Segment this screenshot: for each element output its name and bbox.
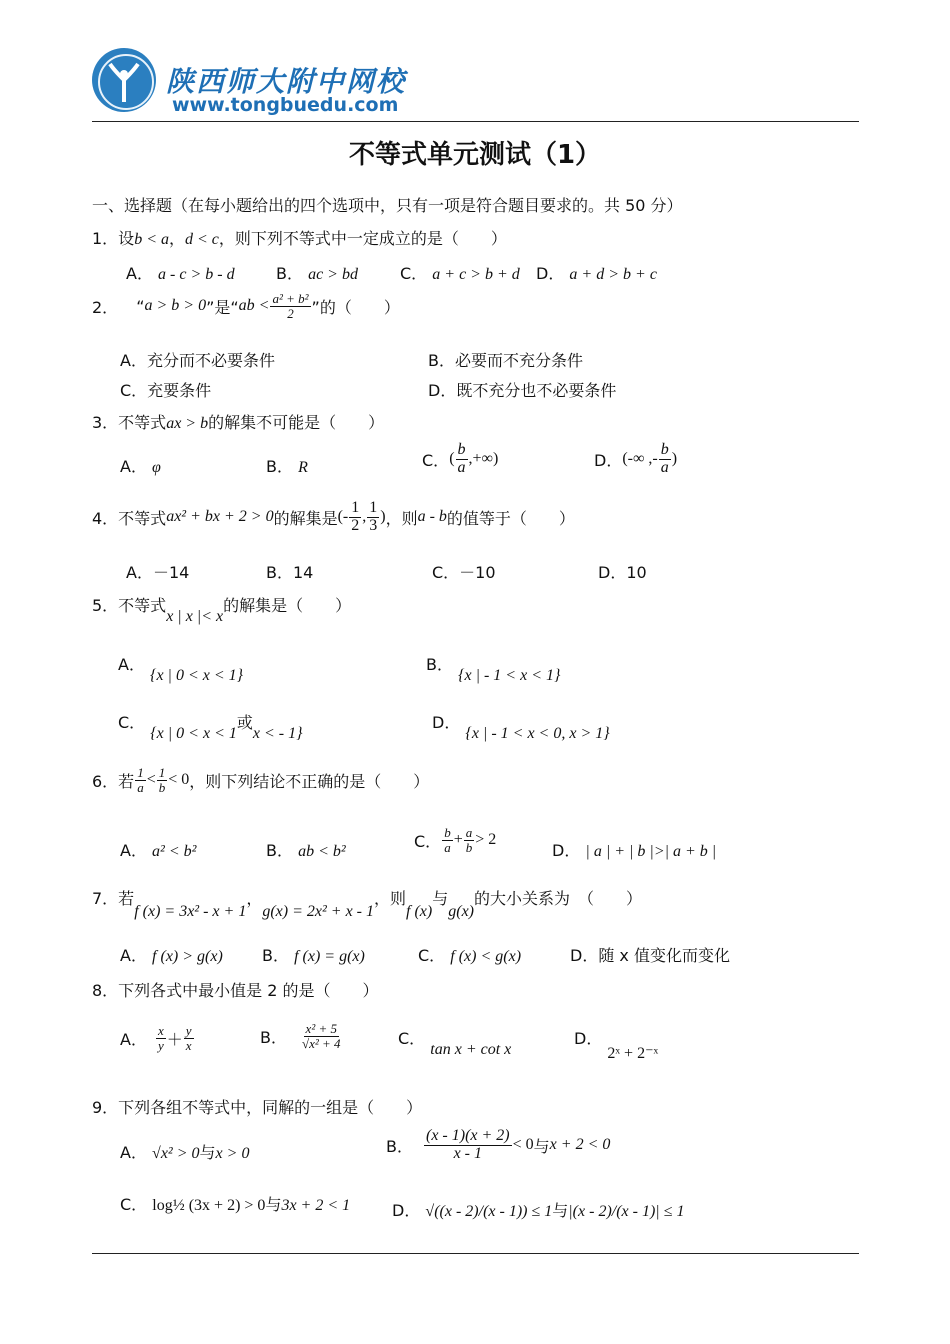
question-8-option-d[interactable]: D． 2ˣ + 2⁻ˣ (574, 1029, 659, 1062)
question-5-stem: 5．不等式x | x |< x的解集是（ ） (92, 596, 352, 625)
fraction: $\frac{x}{y}$ (157, 1023, 164, 1053)
fraction: $\frac{b}{a}$ (457, 441, 466, 476)
fraction: $\frac{1}{3}$ (369, 499, 378, 534)
question-6-option-c[interactable]: C． $\frac{b}{a}$ + $\frac{a}{b}$ > 2 (414, 825, 497, 855)
question-5-option-c[interactable]: C． {x | 0 < x < 1或x < - 1} (118, 713, 303, 742)
header-divider (92, 121, 859, 122)
question-7-option-d[interactable]: D．随 x 值变化而变化 (570, 946, 730, 965)
question-2-option-d[interactable]: D．既不充分也不必要条件 (428, 381, 617, 400)
question-3-option-a[interactable]: A． φ (120, 457, 161, 476)
question-5-option-a[interactable]: A． {x | 0 < x < 1} (118, 655, 244, 684)
fraction: $\frac{a}{b}$ (465, 825, 473, 855)
question-2-stem: 2． “ a > b > 0 ”是“ ab < $\frac{\text{a² + b²}}{2}$ ”的（ ） (92, 291, 400, 321)
question-8-option-a[interactable]: A． $\frac{x}{y}$ ＋ $\frac{y}{x}$ (120, 1023, 192, 1053)
question-3-option-d[interactable]: D． (-∞ ,- $\frac{b}{a}$ ) (594, 441, 678, 476)
fraction: $\frac{1}{b}$ (158, 765, 166, 795)
question-4-option-a[interactable]: A．－14 (126, 563, 190, 582)
fraction: $\frac{y}{x}$ (185, 1023, 192, 1053)
question-4-option-c[interactable]: C．－10 (432, 563, 496, 582)
fraction: $\frac{1}{2}$ (351, 499, 360, 534)
question-7-option-b[interactable]: B． f (x) = g(x) (262, 946, 365, 965)
question-4-option-d[interactable]: D．10 (598, 563, 647, 582)
fraction: $\frac{b}{a}$ (660, 441, 669, 476)
question-6-option-b[interactable]: B． ab < b² (266, 841, 346, 860)
question-8-option-c[interactable]: C． tan x + cot x (398, 1029, 512, 1058)
question-7-option-c[interactable]: C． f (x) < g(x) (418, 946, 522, 965)
question-6-option-d[interactable]: D． | a | + | b |>| a + b | (552, 841, 717, 860)
question-1-stem: 1．设b < a，d < c，则下列不等式中一定成立的是（ ） (92, 229, 507, 248)
question-4-stem: 4．不等式 ax² + bx + 2 > 0 的解集是 (- $\frac{1}{2}$ , $\frac{1}{3}$ ) ，则 a - b 的值等于（ ） (92, 499, 575, 534)
question-9-stem: 9．下列各组不等式中，同解的一组是（ ） (92, 1098, 423, 1117)
logo-figure-icon (106, 62, 142, 102)
question-7-stem: 7．若f (x) = 3x² - x + 1，g(x) = 2x² + x - 1，则f (x)与g(x)的大小关系为 （ ） (92, 889, 643, 920)
page-title: 不等式单元测试（1） (348, 140, 602, 170)
question-7-option-a[interactable]: A． f (x) > g(x) (120, 946, 223, 965)
fraction: $\frac{\text{x² + 5}}{\text{√x² + 4}}$ (301, 1021, 341, 1051)
question-9-option-a[interactable]: A． √x² > 0与x > 0 (120, 1143, 250, 1162)
section-heading: 一、选择题（在每小题给出的四个选项中，只有一项是符合题目要求的。共 50 分） (92, 196, 683, 215)
question-2-option-a[interactable]: A．充分而不必要条件 (120, 351, 275, 370)
question-2-option-b[interactable]: B．必要而不充分条件 (428, 351, 583, 370)
school-url: www.tongbuedu.com (172, 94, 399, 116)
question-1-option-d[interactable]: D． a + d > b + c (536, 264, 657, 283)
question-3-stem: 3．不等式ax > b的解集不可能是（ ） (92, 413, 385, 432)
question-9-option-c[interactable]: C． log½ (3x + 2) > 0与3x + 2 < 1 (120, 1195, 351, 1214)
question-3-option-c[interactable]: C． ( $\frac{b}{a}$ ,+∞) (422, 441, 499, 476)
fraction: $\frac{(x - 1)(x + 2)}{x - 1}$ (425, 1127, 510, 1162)
question-1-option-b[interactable]: B． ac > bd (276, 264, 358, 283)
question-8-stem: 8．下列各式中最小值是 2 的是（ ） (92, 981, 379, 1000)
question-6-option-a[interactable]: A． a² < b² (120, 841, 197, 860)
question-3-option-b[interactable]: B． R (266, 457, 308, 476)
question-4-option-b[interactable]: B．14 (266, 563, 314, 582)
question-5-option-d[interactable]: D． {x | - 1 < x < 0, x > 1} (432, 713, 610, 742)
question-9-option-b[interactable]: B． $\frac{(x - 1)(x + 2)}{x - 1}$ < 0 与 x + 2 < 0 (386, 1127, 611, 1162)
footer-divider (92, 1253, 859, 1254)
question-6-stem: 6．若 $\frac{1}{a}$ < $\frac{1}{b}$ < 0 ，则下列结论不正确的是（ ） (92, 765, 430, 795)
fraction: $\frac{b}{a}$ (444, 825, 451, 855)
fraction: $\frac{1}{a}$ (137, 765, 144, 795)
question-2-option-c[interactable]: C．充要条件 (120, 381, 212, 400)
question-1-option-a[interactable]: A． a - c > b - d (126, 264, 235, 283)
question-9-option-d[interactable]: D． √((x - 2)/(x - 1)) ≤ 1与|(x - 2)/(x - 1)| ≤ 1 (392, 1201, 685, 1220)
question-8-option-b[interactable]: B． $\frac{\text{x² + 5}}{\text{√x² + 4}}$ (260, 1021, 341, 1051)
school-name: 陕西师大附中网校 (166, 65, 407, 98)
question-1-option-c[interactable]: C． a + c > b + d (400, 264, 520, 283)
question-5-option-b[interactable]: B． {x | - 1 < x < 1} (426, 655, 561, 684)
fraction: $\frac{\text{a² + b²}}{2}$ (272, 291, 309, 321)
